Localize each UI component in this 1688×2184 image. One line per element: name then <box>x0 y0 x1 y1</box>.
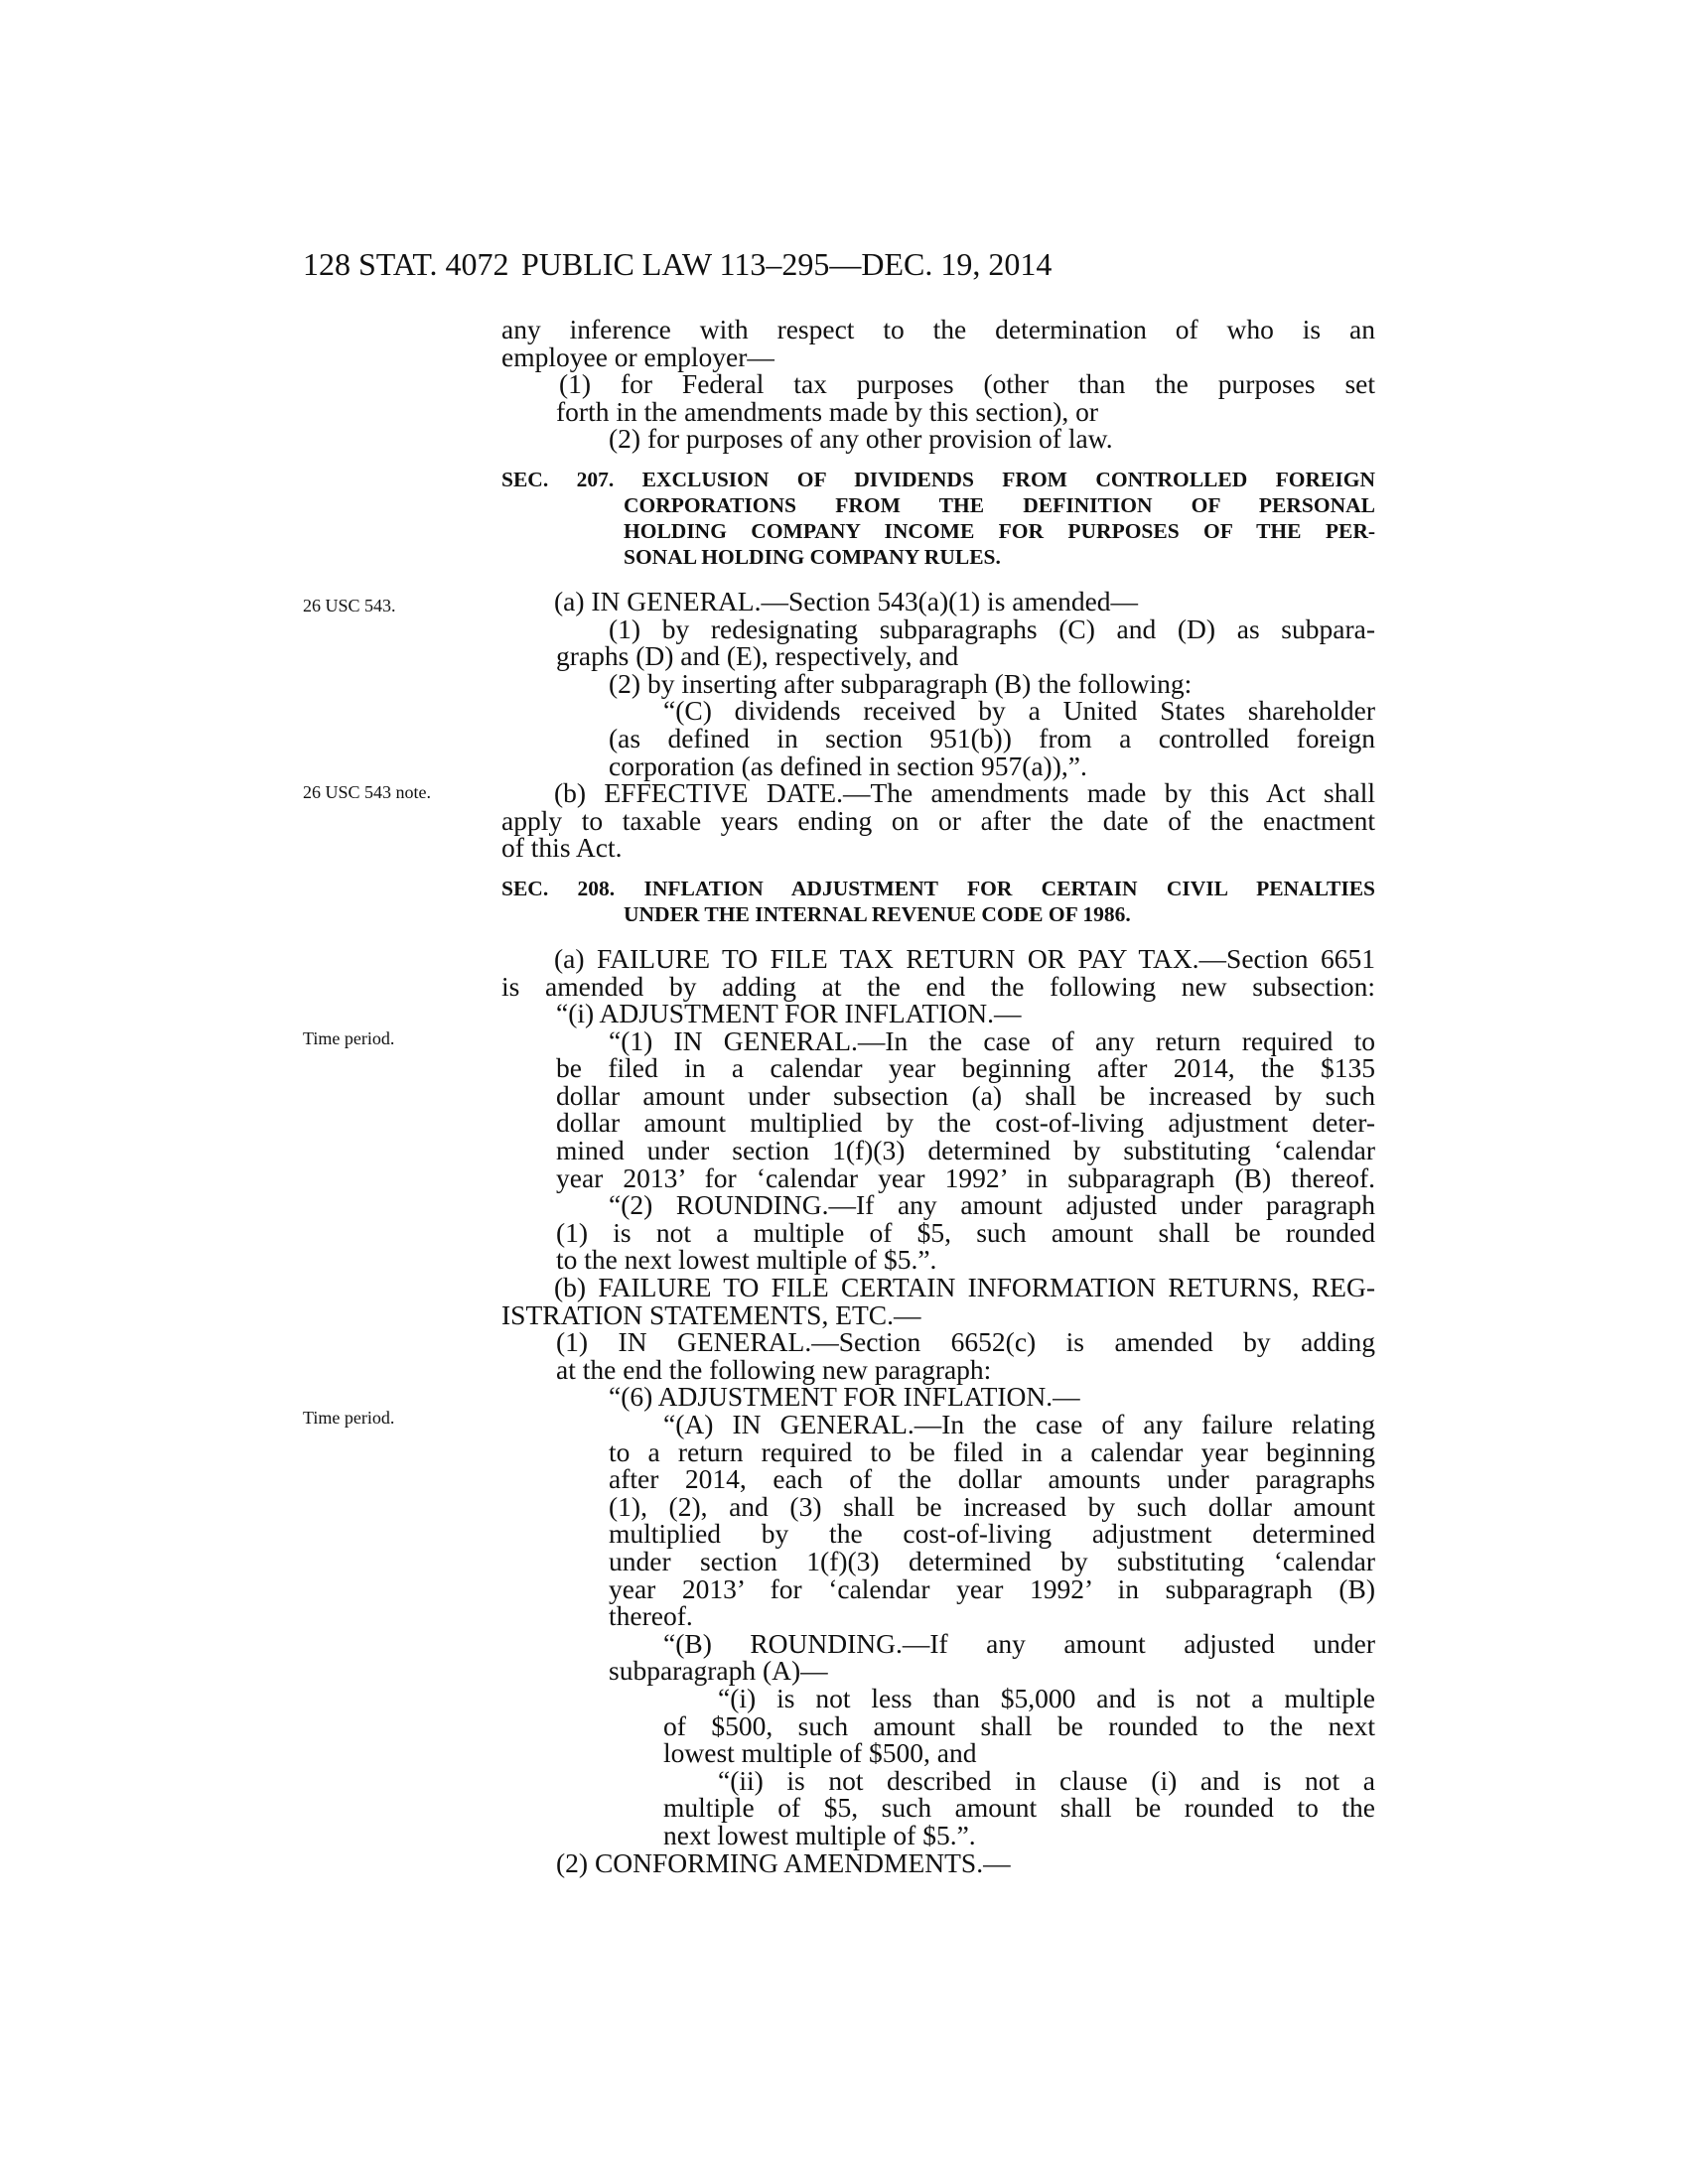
text-line: (1) by redesignating subparagraphs (C) and (D) as subpara- <box>609 613 1375 644</box>
text-line: after 2014, each of the dollar amounts under paragraphs <box>609 1463 1375 1495</box>
text-line: be filed in a calendar year beginning after 2014, the $135 <box>556 1052 1375 1084</box>
text-line: mined under section 1(f)(3) determined by substituting ‘calendar <box>556 1135 1375 1166</box>
text-line: to a return required to be filed in a calendar year beginning <box>609 1435 1375 1467</box>
text-line: “(i) is not less than $5,000 and is not a multiple <box>718 1682 1375 1713</box>
text-line: forth in the amendments made by this section), or <box>556 395 1099 427</box>
section-heading: SEC. 208. INFLATION ADJUSTMENT FOR CERTAIN CIVIL PENALTIES <box>501 876 1375 900</box>
text-line: of $500, such amount shall be rounded to the next <box>663 1709 1375 1741</box>
text-line: multiple of $5, such amount shall be rounded to the <box>663 1792 1375 1824</box>
text-line: of this Act. <box>501 832 623 864</box>
text-line: (a) IN GENERAL.—Section 543(a)(1) is amended— <box>554 585 1139 616</box>
text-line: subparagraph (A)— <box>609 1655 828 1687</box>
text-line: “(1) IN GENERAL.—In the case of any return required to <box>609 1024 1375 1056</box>
margin-note: 26 USC 543. <box>303 596 396 615</box>
text-line: at the end the following new paragraph: <box>556 1353 992 1385</box>
stat-citation: 128 STAT. 4072 <box>303 246 509 282</box>
text-line: next lowest multiple of $5.”. <box>663 1819 976 1850</box>
text-line: apply to taxable years ending on or after the date of the enactment <box>501 804 1375 836</box>
text-line: (2) by inserting after subparagraph (B) the following: <box>609 667 1193 699</box>
text-line: dollar amount multiplied by the cost-of-living adjustment deter- <box>556 1107 1375 1139</box>
text-line: “(i) ADJUSTMENT FOR INFLATION.— <box>556 998 1022 1029</box>
text-line: (1), (2), and (3) shall be increased by such dollar amount <box>609 1490 1375 1522</box>
text-line: under section 1(f)(3) determined by substituting ‘calendar <box>609 1545 1375 1576</box>
text-line: employee or employer— <box>501 341 774 372</box>
text-line: (2) for purposes of any other provision of law. <box>609 423 1113 455</box>
text-line: (a) FAILURE TO FILE TAX RETURN OR PAY TAX.—Section 6651 <box>554 942 1375 974</box>
text-line: ISTRATION STATEMENTS, ETC.— <box>501 1298 921 1330</box>
text-line: multiplied by the cost-of-living adjustment determined <box>609 1518 1375 1550</box>
margin-note: Time period. <box>303 1028 395 1048</box>
margin-note: 26 USC 543 note. <box>303 782 432 802</box>
text-line: thereof. <box>609 1600 693 1632</box>
text-line: year 2013’ for ‘calendar year 1992’ in subparagraph (B) thereof. <box>556 1161 1375 1193</box>
text-line: (1) is not a multiple of $5, such amount shall be rounded <box>556 1216 1375 1248</box>
section-heading: HOLDING COMPANY INCOME FOR PURPOSES OF THE PER- <box>624 518 1375 543</box>
section-heading: UNDER THE INTERNAL REVENUE CODE OF 1986. <box>624 901 1131 926</box>
text-line: (b) EFFECTIVE DATE.—The amendments made by this Act shall <box>554 777 1375 809</box>
text-line: dollar amount under subsection (a) shall be increased by such <box>556 1079 1375 1111</box>
text-line: “(C) dividends received by a United States shareholder <box>663 695 1375 727</box>
text-line: (2) CONFORMING AMENDMENTS.— <box>556 1846 1011 1878</box>
text-line: “(6) ADJUSTMENT FOR INFLATION.— <box>609 1381 1080 1413</box>
section-heading: CORPORATIONS FROM THE DEFINITION OF PERSONAL <box>624 492 1375 517</box>
text-line: “(A) IN GENERAL.—In the case of any failure relating <box>663 1409 1375 1439</box>
text-line: (as defined in section 951(b)) from a controlled foreign <box>609 722 1375 753</box>
text-line: year 2013’ for ‘calendar year 1992’ in subparagraph (B) <box>609 1572 1375 1604</box>
text-line: is amended by adding at the end the following new subsection: <box>501 970 1375 1002</box>
text-line: (b) FAILURE TO FILE CERTAIN INFORMATION RETURNS, REG- <box>554 1272 1375 1303</box>
text-line: corporation (as defined in section 957(a)),”. <box>609 750 1087 781</box>
text-line: any inference with respect to the determination of who is an <box>501 314 1375 344</box>
text-line: (1) for Federal tax purposes (other than the purposes set <box>559 368 1375 400</box>
section-heading: SONAL HOLDING COMPANY RULES. <box>624 544 1001 569</box>
text-line: “(2) ROUNDING.—If any amount adjusted under paragraph <box>609 1189 1375 1221</box>
public-law-title: PUBLIC LAW 113–295—DEC. 19, 2014 <box>521 246 1053 282</box>
text-line: “(ii) is not described in clause (i) and is not a <box>718 1764 1375 1796</box>
section-heading: SEC. 207. EXCLUSION OF DIVIDENDS FROM CONTROLLED FOREIGN <box>501 467 1375 491</box>
text-line: “(B) ROUNDING.—If any amount adjusted under <box>663 1627 1375 1659</box>
page-header <box>303 246 1296 286</box>
margin-note: Time period. <box>303 1408 395 1428</box>
text-line: to the next lowest multiple of $5.”. <box>556 1244 937 1276</box>
text-line: lowest multiple of $500, and <box>663 1737 977 1769</box>
text-line: (1) IN GENERAL.—Section 6652(c) is amended by adding <box>556 1326 1375 1358</box>
page-body <box>501 316 1375 1876</box>
text-line: graphs (D) and (E), respectively, and <box>556 640 959 672</box>
